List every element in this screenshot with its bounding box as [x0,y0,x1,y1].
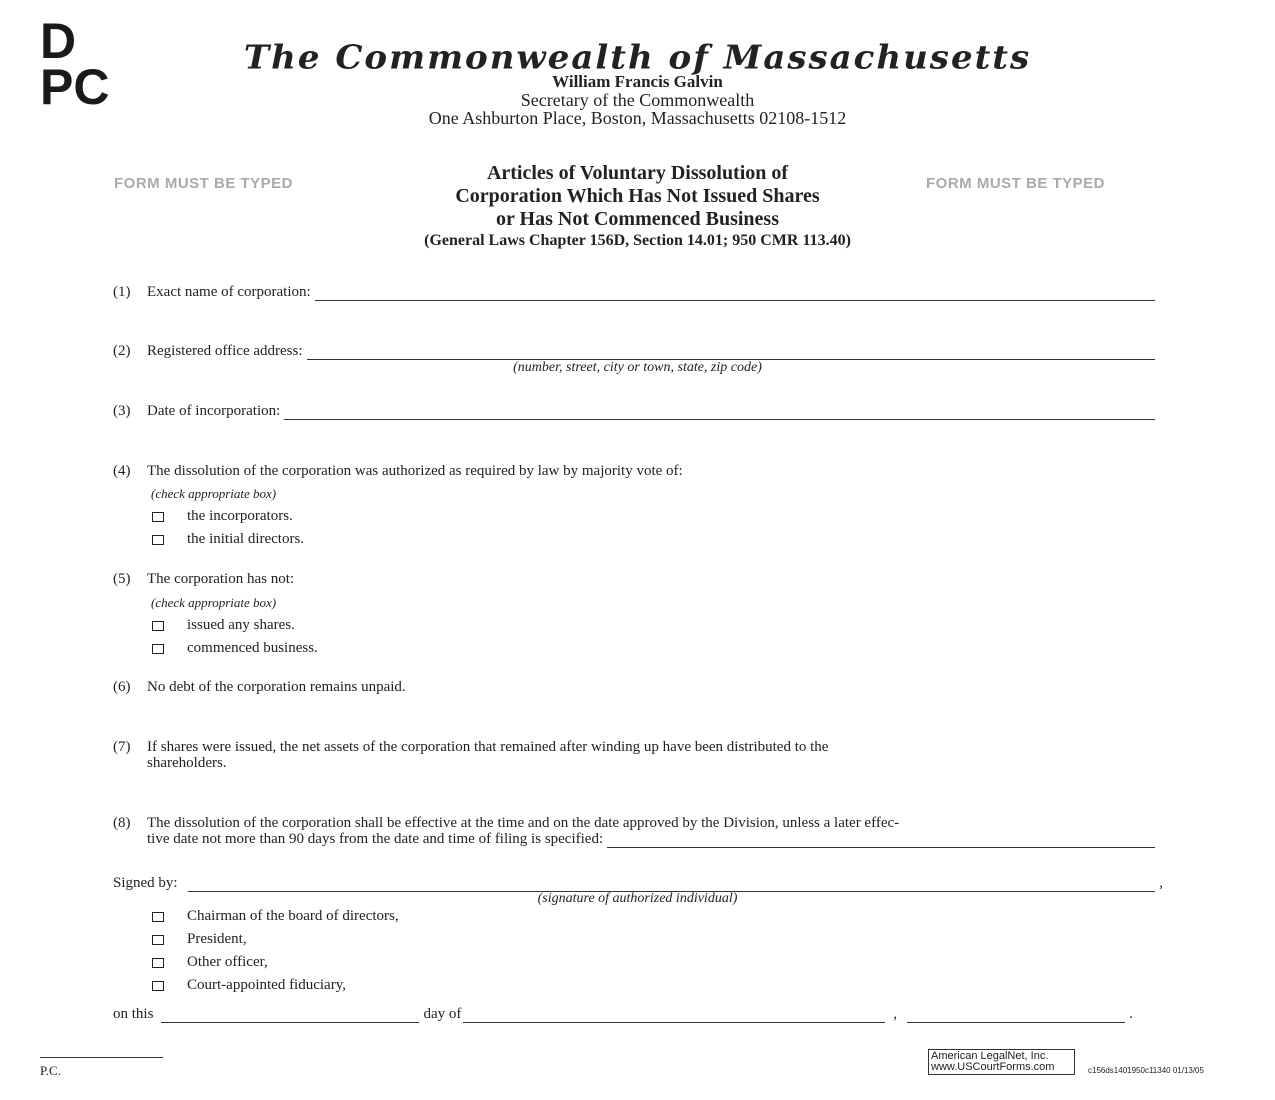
publisher-url[interactable]: www.USCourtForms.com [931,1061,1055,1073]
checkbox[interactable] [152,935,164,945]
effective-date-field[interactable] [607,834,1155,848]
item-label: The corporation has not: [147,571,295,587]
item-label: tive date not more than 90 days from the date and time of filing is specified: [147,831,604,847]
checkbox[interactable] [152,512,164,522]
option-commenced-business[interactable] [152,640,318,657]
item-6 [113,678,1155,696]
registered-office-field[interactable] [307,346,1155,360]
option-chairman[interactable] [152,908,399,925]
form-typed-notice-left: FORM MUST BE TYPED [114,175,294,192]
day-field[interactable] [161,1009,419,1023]
item-label: The dissolution of the corporation shall be effective at the time and on the date approved by the Division, unless a later effec- [147,815,900,831]
signed-by-row [113,874,1163,892]
option-label: the initial directors. [187,531,305,547]
corporation-name-field[interactable] [315,287,1155,301]
item-8-continued [147,830,1155,848]
signature-caption: (signature of authorized individual) [537,891,738,906]
publisher-name: American LegalNet, Inc. [931,1050,1049,1062]
item-label: No debt of the corporation remains unpaid. [147,679,406,695]
form-title [0,162,1275,231]
form-title-line: Corporation Which Has Not Issued Shares [455,185,820,207]
commonwealth-title: The Commonwealth of Massachusetts [243,39,1032,77]
comma: , [893,1006,898,1022]
option-label: Other officer, [187,954,268,970]
item-3 [113,402,1155,420]
period: . [1129,1006,1133,1022]
item-label: Date of incorporation: [147,403,281,419]
form-citation: (General Laws Chapter 156D, Section 14.01; 950 CMR 113.40) [424,232,851,249]
check-note: (check appropriate box) [151,486,277,501]
item-number: (2) [113,343,131,359]
item-7-continued: shareholders. [147,755,227,771]
item-label: Exact name of corporation: [147,284,311,300]
year-field[interactable] [907,1009,1125,1023]
checkbox[interactable] [152,912,164,922]
item-number: (8) [113,815,131,831]
checkbox[interactable] [152,535,164,545]
signed-by-label: Signed by: [113,875,178,891]
item-number: (4) [113,463,131,479]
item-4 [113,462,1155,480]
publisher-box [928,1049,1075,1075]
option-court-fiduciary[interactable] [152,977,346,994]
item-7 [113,738,1155,756]
option-label: Court-appointed fiduciary, [187,977,346,993]
item-label: The dissolution of the corporation was authorized as required by law by majority vote of: [147,463,683,479]
pc-line [40,1057,163,1058]
option-label: Chairman of the board of directors, [187,908,399,924]
item-number: (7) [113,739,131,755]
form-title-line: Articles of Voluntary Dissolution of [486,162,789,184]
address-caption: (number, street, city or town, state, zip code) [513,360,762,375]
checkbox[interactable] [152,621,164,631]
item-number: (1) [113,284,131,300]
option-president[interactable] [152,931,247,948]
day-of-label: day of [423,1006,462,1022]
checkbox[interactable] [152,958,164,968]
item-number: (3) [113,403,131,419]
form-code: c156ds1401950c11340 01/13/05 [1088,1066,1204,1075]
logo-line2: PC [40,59,110,115]
item-5 [113,570,1155,588]
option-incorporators[interactable] [152,508,293,525]
option-issued-shares[interactable] [152,617,295,634]
option-label: issued any shares. [187,617,295,633]
incorporation-date-field[interactable] [284,406,1155,420]
checkbox[interactable] [152,644,164,654]
check-note: (check appropriate box) [151,595,277,610]
option-label: President, [187,931,247,947]
item-label: If shares were issued, the net assets of the corporation that remained after winding up have been distributed to the [147,739,829,755]
on-this-label: on this [113,1006,154,1022]
option-label: the incorporators. [187,508,293,524]
office-address: One Ashburton Place, Boston, Massachusetts 02108-1512 [428,108,847,128]
comma: , [1159,875,1163,891]
option-initial-directors[interactable] [152,531,304,548]
pc-label: P.C. [40,1063,61,1078]
item-1 [113,283,1155,301]
option-other-officer[interactable] [152,954,268,971]
signature-field[interactable] [188,878,1156,892]
item-2 [113,342,1155,360]
secretary-name: William Francis Galvin [552,72,723,91]
secretary-office: Secretary of the Commonwealth [520,90,755,110]
item-number: (6) [113,679,131,695]
month-field[interactable] [463,1009,885,1023]
logo-line1: D [40,13,77,69]
checkbox[interactable] [152,981,164,991]
option-label: commenced business. [187,640,318,656]
item-label: Registered office address: [147,343,303,359]
form-title-line: or Has Not Commenced Business [496,208,779,230]
date-row [113,1005,1163,1023]
item-number: (5) [113,571,131,587]
form-typed-notice-right: FORM MUST BE TYPED [926,175,1106,192]
